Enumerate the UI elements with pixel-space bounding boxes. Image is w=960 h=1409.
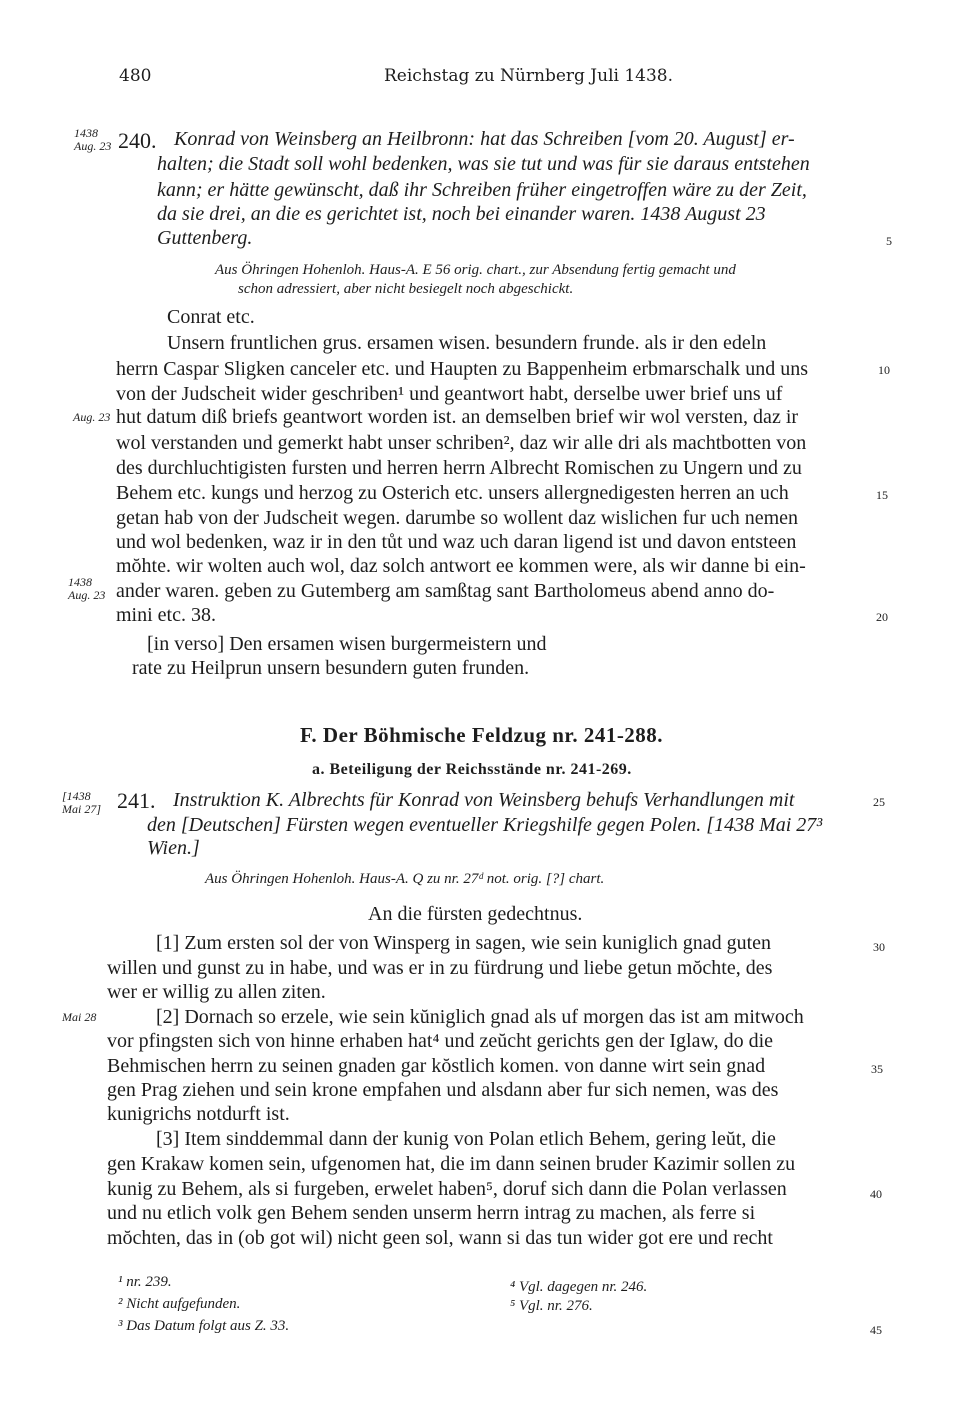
margin-date-240: 1438 Aug. 23	[74, 126, 112, 153]
footnote-4: ⁴ Vgl. dagegen nr. 246.	[510, 1279, 648, 1295]
line-number-20: 20	[876, 610, 888, 624]
footnote-1: ¹ nr. 239.	[118, 1274, 172, 1290]
body-240-line-8: Behem etc. kungs und herzog zu Osterich etc. unsers allergnedigesten herren an uch	[116, 482, 789, 504]
body-240-line-3: herrn Caspar Sligken canceler etc. und Haupten zu Bappenheim erbmarschalk und uns	[116, 358, 808, 380]
body-241-line-1: [1] Zum ersten sol der von Winsperg in sagen, wie sein kuniglich gnad guten	[156, 932, 771, 954]
footnote-3: ³ Das Datum folgt aus Z. 33.	[118, 1318, 290, 1334]
line-number-10: 10	[878, 363, 890, 377]
title-240-line-2: halten; die Stadt soll wohl bedenken, was sie tut und was für sie daraus entstehen	[157, 153, 810, 175]
body-240-line-13: mini etc. 38.	[116, 604, 216, 626]
body-241-line-12: und nu etlich volk gen Behem senden unserm herrn intrag zu machen, als ferre si	[107, 1202, 756, 1224]
title-241-line-3: Wien.]	[147, 837, 200, 859]
line-number-15: 15	[876, 488, 888, 502]
margin-date-1438-aug-23: 1438 Aug. 23	[68, 575, 106, 602]
body-240-line-2: Unsern fruntlichen grus. ersamen wisen. besundern frunde. als ir den edeln	[167, 332, 767, 354]
verso-line-2: rate zu Heilprun unsern besundern guten frunden.	[132, 657, 530, 679]
center-heading-241: An die fürsten gedechtnus.	[368, 903, 583, 925]
source-240-line-1: Aus Öhringen Hohenloh. Haus-A. E 56 orig. chart., zur Absendung fertig gemacht und	[215, 262, 736, 278]
body-240-line-1: Conrat etc.	[167, 306, 255, 328]
body-240-line-12: ander waren. geben zu Gutemberg am samßtag sant Bartholomeus abend anno do-	[116, 580, 775, 602]
title-240-line-1: Konrad von Weinsberg an Heilbronn: hat das Schreiben [vom 20. August] er-	[174, 128, 795, 150]
body-241-line-3: wer er willig zu allen ziten.	[107, 981, 326, 1003]
body-240-line-11: mŏhte. wir wolten auch wol, daz solch antwort ee kommen were, als wir danne bi ein-	[116, 555, 806, 577]
page-number: 480	[119, 66, 152, 86]
document-number-241: 241.	[117, 788, 156, 813]
margin-date-241: [1438 Mai 27]	[62, 789, 101, 816]
source-240-line-2: schon adressiert, aber nicht besiegelt noch abgeschickt.	[238, 281, 574, 297]
running-title: Reichstag zu Nürnberg Juli 1438.	[384, 66, 674, 86]
footnote-5: ⁵ Vgl. nr. 276.	[510, 1298, 593, 1314]
line-number-35: 35	[871, 1062, 883, 1076]
line-number-25: 25	[873, 795, 885, 809]
title-240-line-4: da sie drei, an die es gerichtet ist, noch bei einander waren. 1438 August 23	[157, 203, 766, 225]
body-241-line-5: vor pfingsten sich von hinne erhaben hat⁴ und zeŭcht gerichts gen der Iglaw, do die	[107, 1030, 774, 1052]
body-240-line-10: und wol bedenken, waz ir in den tůt und waz uch daran ligend ist und davon entsteen	[116, 531, 797, 553]
body-241-line-6: Behmischen herrn zu seinen gnaden gar kŏstlich komen. von danne wirt sein gnad	[107, 1055, 766, 1077]
body-241-line-9: [3] Item sinddemmal dann der kunig von Polan etlich Behem, gering leŭt, die	[156, 1128, 776, 1150]
document-number-240: 240.	[118, 128, 157, 153]
signature-mark: 45	[870, 1323, 882, 1337]
body-241-line-4: [2] Dornach so erzele, wie sein kŭniglich gnad als uf morgen das ist am mitwoch	[156, 1006, 804, 1028]
title-241-line-2: den [Deutschen] Fürsten wegen eventueller Kriegshilfe gegen Polen. [1438 Mai 27³	[147, 814, 823, 836]
verso-line-1: [in verso] Den ersamen wisen burgermeistern und	[147, 633, 547, 655]
body-241-line-8: kunigrichs notdurft ist.	[107, 1103, 290, 1125]
line-number-5: 5	[886, 234, 892, 248]
body-240-line-7: des durchluchtigisten fursten und herren herrn Albrecht Romischen zu Ungern und zu	[116, 457, 802, 479]
title-240-line-5: Guttenberg.	[157, 227, 253, 249]
body-240-line-9: getan hab von der Judscheit wegen. darumbe so wollent daz wislichen fur uch nemen	[116, 507, 799, 529]
footnote-2: ² Nicht aufgefunden.	[118, 1296, 241, 1312]
body-241-line-13: mŏchten, das in (ob got wil) nicht geen sol, wann si das tun wider got ere und recht	[107, 1227, 773, 1249]
source-241: Aus Öhringen Hohenloh. Haus-A. Q zu nr. 27ᵈ not. orig. [?] chart.	[205, 871, 605, 887]
body-240-line-6: wol verstanden und gemerkt habt unser schriben², daz wir alle dri als machtbotten von	[116, 432, 807, 454]
margin-date-aug-23: Aug. 23	[73, 410, 111, 424]
body-241-line-7: gen Prag ziehen und sein krone empfahen und alsdann aber fur sich nemen, was des	[107, 1079, 779, 1101]
section-heading: F. Der Böhmische Feldzug nr. 241-288.	[300, 723, 664, 747]
line-number-40: 40	[870, 1187, 882, 1201]
title-240-line-3: kann; er hätte gewünscht, daß ihr Schreiben früher eingetroffen wäre zu der Zeit,	[157, 179, 807, 201]
body-241-line-10: gen Krakaw komen sein, ufgenomen hat, die im dann seinen bruder Kazimir sollen zu	[107, 1153, 796, 1175]
margin-date-mai-28: Mai 28	[62, 1010, 97, 1024]
body-240-line-4: von der Judscheit wider geschriben¹ und geantwort habt, derselbe uwer brief uns uf	[116, 383, 783, 405]
section-subheading: a. Beteiligung der Reichsstände nr. 241-269.	[312, 761, 632, 778]
title-241-line-1: Instruktion K. Albrechts für Konrad von Weinsberg behufs Verhandlungen mit	[173, 789, 795, 811]
body-241-line-2: willen und gunst zu in habe, und was er in zu fürdrung und liebe getun mŏchte, des	[107, 957, 773, 979]
line-number-30: 30	[873, 940, 885, 954]
body-241-line-11: kunig zu Behem, als si furgeben, erwelet haben⁵, doruf sich dann die Polan verlassen	[107, 1178, 787, 1200]
body-240-line-5: hut datum diß briefs geantwort worden ist. an demselben brief wir wol versten, daz ir	[116, 406, 799, 428]
